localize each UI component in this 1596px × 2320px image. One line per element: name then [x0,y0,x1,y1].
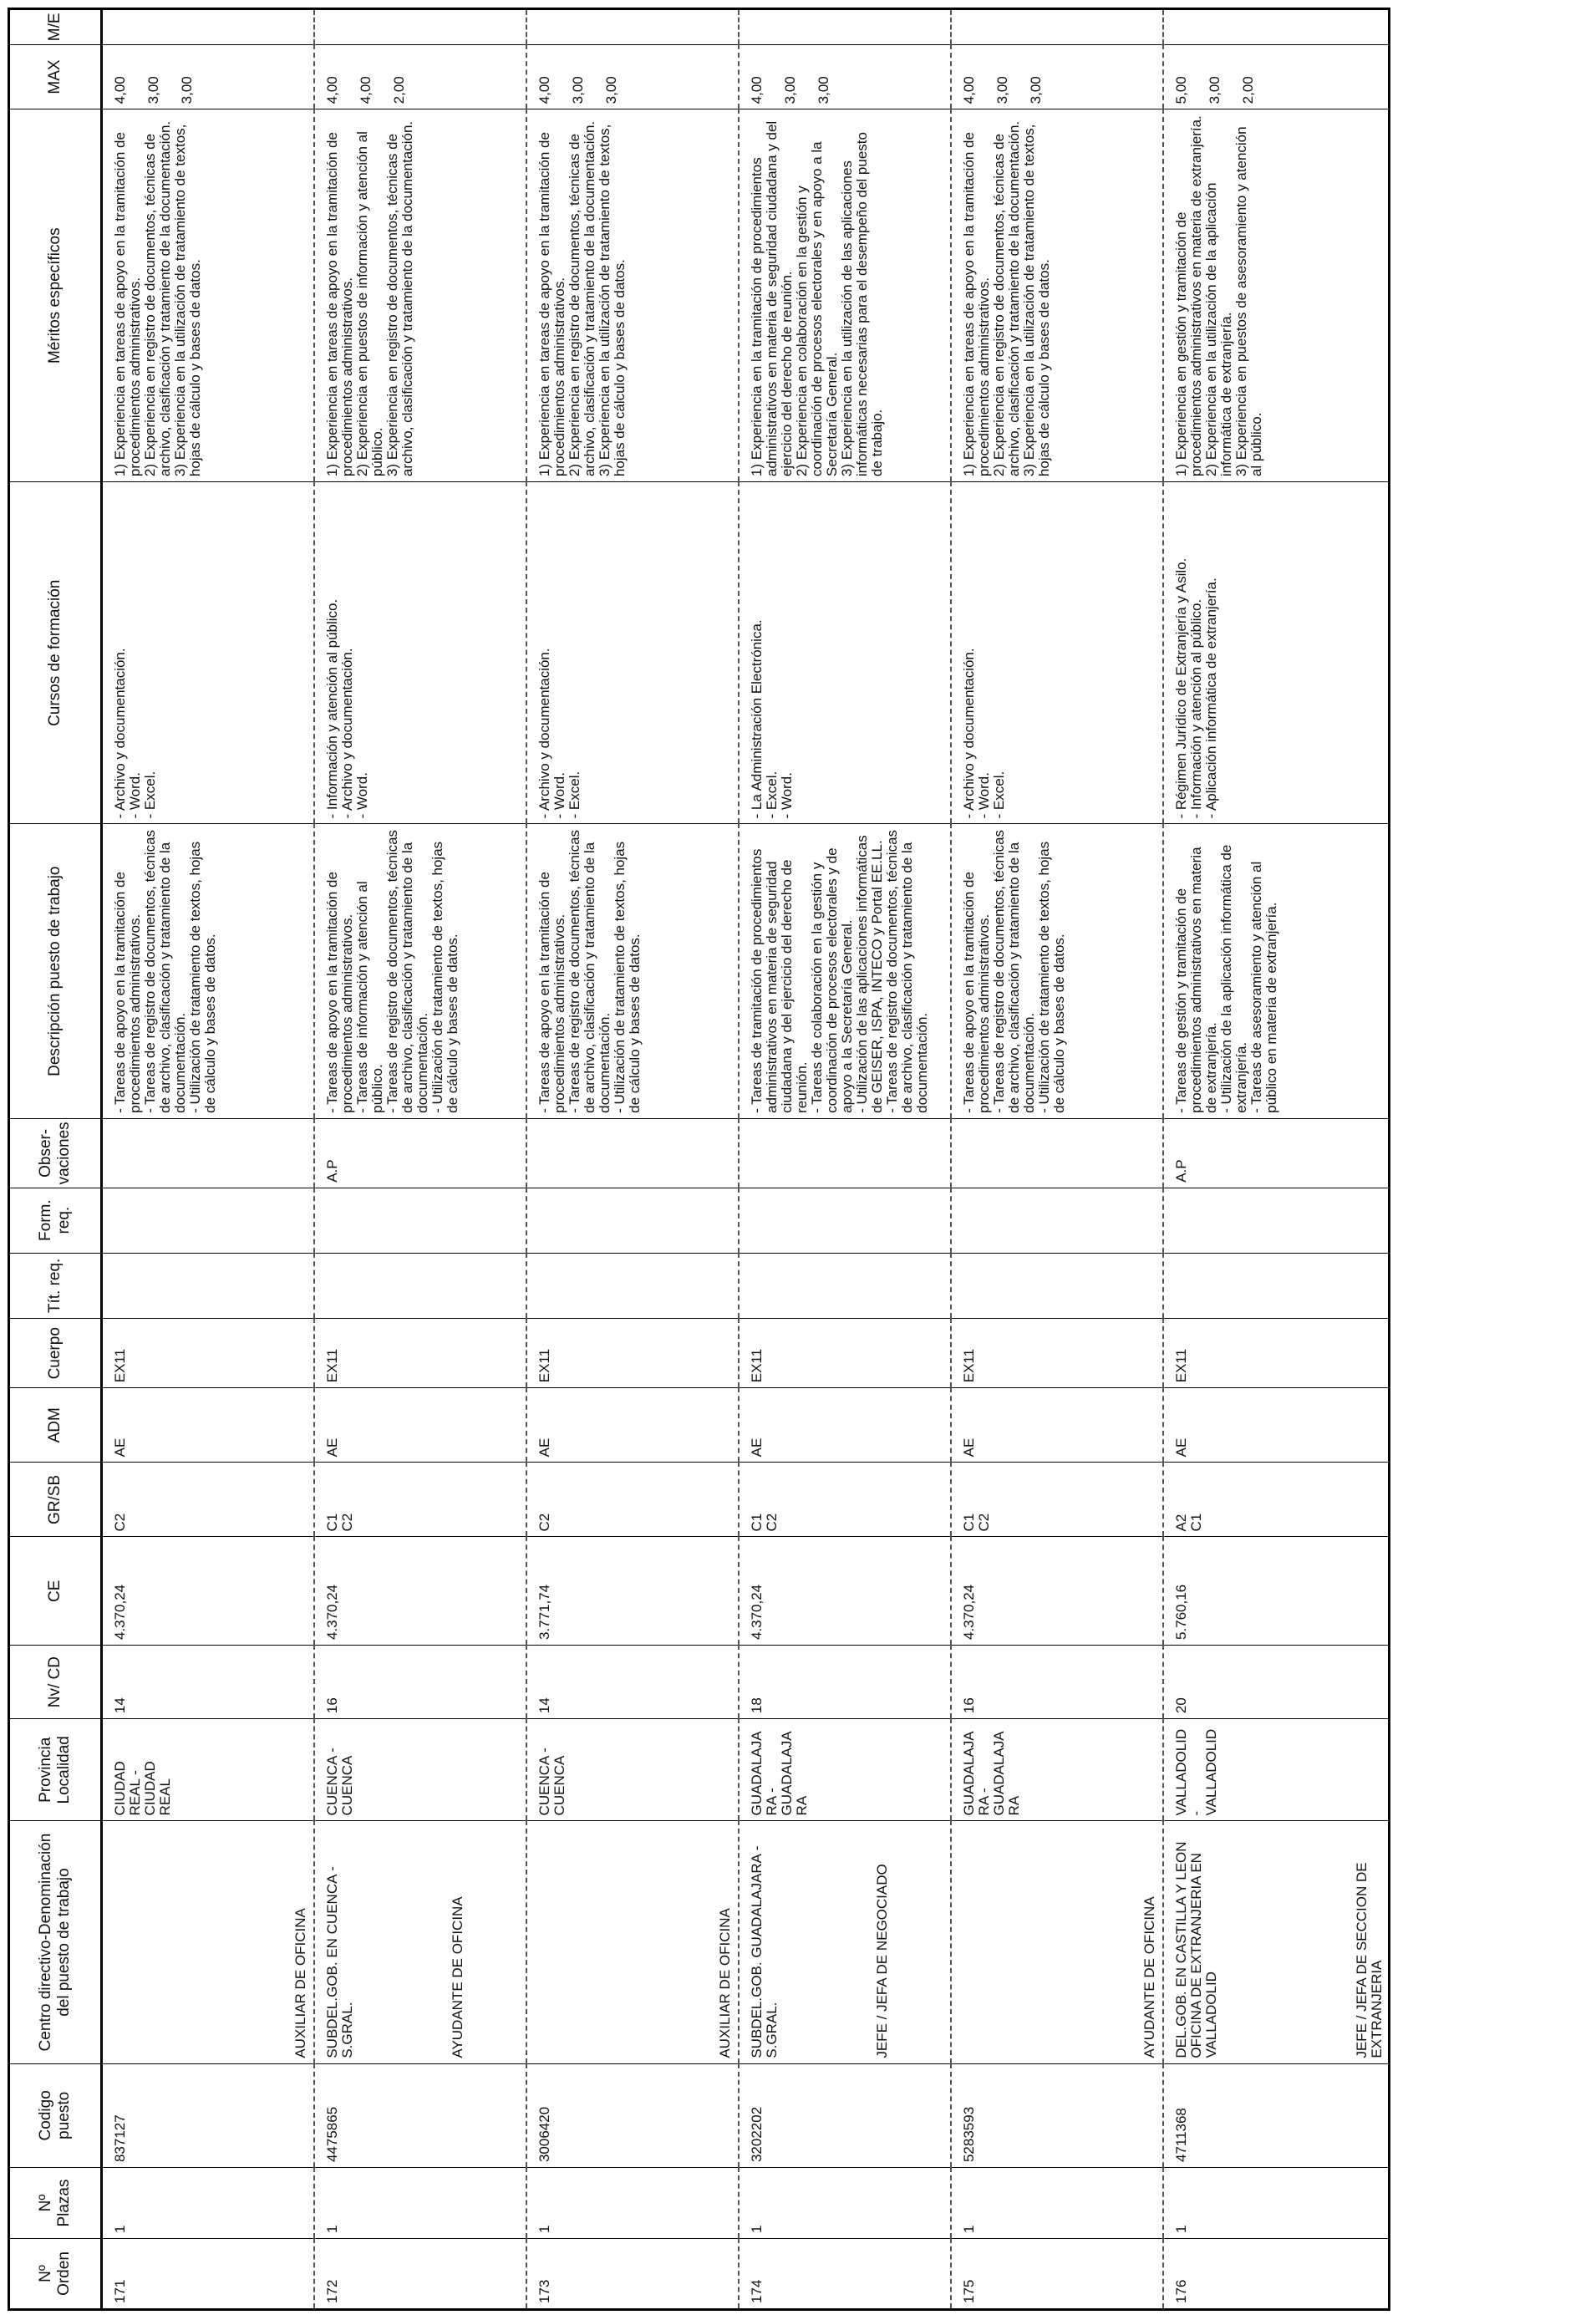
header-form: Form. req. [9,1188,102,1253]
cell-ce: 4.370,24 [314,1537,526,1646]
job-positions-table [8,8,1390,2311]
grsb-value: C2 [975,1513,992,1532]
cell-grsb [526,1463,739,1537]
cell-max [314,44,526,109]
cell-desc: - Tareas de gestión y tramitación de procedimientos administrativos en materia de extranjería. - Utilización de la aplicación informática de extranjería. - Tareas de asesoramiento y atención al público en materia de extranjería. [1163,824,1390,1118]
cell-grsb [739,1463,951,1537]
cell-adm: AE [1163,1388,1390,1463]
cell-orden: 175 [951,2239,1163,2310]
cell-plazas: 1 [1163,2168,1390,2239]
cell-puesto: AUXILIAR DE OFICINA [292,1908,308,2058]
cell-ce: 4.370,24 [102,1537,314,1646]
cell-plazas: 1 [102,2168,314,2239]
cell-tit [951,1253,1163,1319]
cell-departamento [113,1826,293,2058]
cell-departamento [962,1826,1142,2058]
grsb-value: C2 [112,1513,128,1532]
cell-me [951,9,1163,45]
cell-puesto: JEFE / JEFA DE NEGOCIADO [873,1864,890,2058]
cell-grsb [1163,1463,1390,1537]
cell-ce: 3.771,74 [526,1537,739,1646]
cell-centro [1163,1821,1390,2063]
cell-meritos: 1) Experiencia en tareas de apoyo en la tramitación de procedimientos administrativos. 2) Experiencia en registro de documentos, técnicas de archivo, clasificación y tratamiento de la documentación. 3) Experiencia en la utilización de tratamiento de textos, hojas de cálculo y bases de datos. [951,109,1163,482]
header-adm: ADM [9,1388,102,1463]
cell-departamento [537,1826,718,2058]
cell-plazas: 1 [951,2168,1163,2239]
header-max: MAX [9,44,102,109]
table-row [1163,9,1390,2310]
cell-departamento: SUBDEL.GOB. GUADALAJARA - S.GRAL. [748,1845,780,2058]
cell-cursos: - Archivo y documentación. - Word. - Excel. [951,482,1163,824]
cell-meritos: 1) Experiencia en la tramitación de procedimientos administrativos en materia de seguridad ciudadana y del ejercicio del derecho de reunión. 2) Experiencia en colaboración en la gestión y coordinación de procesos electorales y en apoyo a la Secretaría General. 3) Experiencia en la utilización de las aplicaciones informáticas necesarias para el desempeño del puesto de trabajo. [739,109,951,482]
cell-form [314,1188,526,1253]
cell-nivel: 18 [739,1646,951,1719]
cell-cursos: - Archivo y documentación. - Word. - Excel. [102,482,314,824]
cell-desc: - Tareas de apoyo en la tramitación de procedimientos administrativos. - Tareas de información y atención al público. - Tareas de registro de documentos, técnicas de archivo, clasificación y tratamiento de la documentación. - Utilización de tratamiento de textos, hojas de cálculo y bases de datos. [314,824,526,1118]
max-value: 3,00 [994,76,1010,104]
cell-codigo: 3006420 [526,2063,739,2167]
table-row [526,9,739,2310]
cell-departamento: SUBDEL.GOB. EN CUENCA - S.GRAL. [323,1866,355,2058]
cell-codigo: 4475865 [314,2063,526,2167]
cell-orden: 173 [526,2239,739,2310]
cell-me [1163,9,1390,45]
cell-cursos: - La Administración Electrónica. - Excel. - Word. [739,482,951,824]
header-me: M/E [9,9,102,45]
header-orden: Nº Orden [9,2239,102,2310]
cell-desc: - Tareas de apoyo en la tramitación de procedimientos administrativos. - Tareas de registro de documentos, técnicas de archivo, clasificación y tratamiento de la documentación. - Utilización de tratamiento de textos, hojas de cálculo y bases de datos. [102,824,314,1118]
cell-me [314,9,526,45]
cell-form [951,1188,1163,1253]
cell-orden: 176 [1163,2239,1390,2310]
cell-desc: - Tareas de apoyo en la tramitación de procedimientos administrativos. - Tareas de registro de documentos, técnicas de archivo, clasificación y tratamiento de la documentación. - Utilización de tratamiento de textos, hojas de cálculo y bases de datos. [526,824,739,1118]
max-value: 3,00 [602,76,619,104]
table-row [951,9,1163,2310]
cell-provincia: CUENCA - CUENCA [314,1719,526,1821]
cell-cursos: - Archivo y documentación. - Word. - Excel. [526,482,739,824]
cell-cuerpo: EX11 [1163,1319,1390,1388]
max-value: 3,00 [815,76,831,104]
max-value: 2,00 [390,76,407,104]
grsb-value: C1 [323,1513,340,1532]
cell-provincia: GUADALAJARA - GUADALAJARA [951,1719,1163,1821]
cell-cuerpo: EX11 [314,1319,526,1388]
cell-cursos: - Régimen Jurídico de Extranjería y Asilo. - Información y atención al público. - Aplicación informática de extranjería. [1163,482,1390,824]
cell-cuerpo: EX11 [102,1319,314,1388]
max-value: 3,00 [781,76,798,104]
header-cursos: Cursos de formación [9,482,102,824]
grsb-value: C1 [1187,1513,1204,1532]
max-value: 3,00 [1206,76,1222,104]
cell-tit [1163,1253,1390,1319]
cell-nivel: 14 [102,1646,314,1719]
max-value: 3,00 [145,76,161,104]
cell-plazas: 1 [739,2168,951,2239]
cell-codigo: 4711368 [1163,2063,1390,2167]
cell-tit [314,1253,526,1319]
header-plazas: Nº Plazas [9,2168,102,2239]
max-value: 4,00 [748,76,765,104]
cell-form [102,1188,314,1253]
table-row [314,9,526,2310]
cell-provincia: CIUDAD REAL - CIUDAD REAL [102,1719,314,1821]
header-desc: Descripción puesto de trabajo [9,824,102,1118]
cell-centro [739,1821,951,2063]
grsb-value: A2 [1172,1514,1189,1532]
header-centro: Centro directivo-Denominación del puesto de trabajo [9,1821,102,2063]
cell-obs: A.P [1163,1118,1390,1188]
cell-obs [102,1118,314,1188]
cell-centro [314,1821,526,2063]
cell-orden: 172 [314,2239,526,2310]
cell-nivel: 14 [526,1646,739,1719]
cell-form [739,1188,951,1253]
cell-form [526,1188,739,1253]
cell-codigo: 3202202 [739,2063,951,2167]
header-ce: CE [9,1537,102,1646]
cell-desc: - Tareas de apoyo en la tramitación de procedimientos administrativos. - Tareas de registro de documentos, técnicas de archivo, clasificación y tratamiento de la documentación. - Utilización de tratamiento de textos, hojas de cálculo y bases de datos. [951,824,1163,1118]
cell-max [1163,44,1390,109]
cell-puesto: AYUDANTE DE OFICINA [449,1896,465,2058]
cell-max [526,44,739,109]
max-value: 4,00 [536,76,552,104]
cell-tit [739,1253,951,1319]
cell-tit [102,1253,314,1319]
cell-provincia: VALLADOLID - VALLADOLID [1163,1719,1390,1821]
document-page [3,3,1593,2317]
cell-form [1163,1188,1390,1253]
cell-max [102,44,314,109]
max-value: 4,00 [357,76,374,104]
cell-cuerpo: EX11 [739,1319,951,1388]
cell-cuerpo: EX11 [526,1319,739,1388]
max-value: 4,00 [112,76,128,104]
cell-grsb [102,1463,314,1537]
cell-departamento: DEL.GOB. EN CASTILLA Y LEON OFICINA DE EXTRANJERIA EN VALLADOLID [1172,1841,1219,2058]
cell-centro [526,1821,739,2063]
cell-obs: A.P [314,1118,526,1188]
header-provincia: Provincia Localidad [9,1719,102,1821]
cell-desc: - Tareas de tramitación de procedimientos administrativos en materia de seguridad ciudadana y del ejercicio del derecho de reunión. - Tareas de colaboración en la gestión y coordinación de procesos electorales y de apoyo a la Secretaría General. - Utilización de las aplicaciones informáticas de GEISER, ISPA, INTECO y Portal EE.LL. - Tareas de registro de documentos, técnicas de archivo, clasificación y tratamiento de la documentación. [739,824,951,1118]
cell-puesto: JEFE / JEFA DE SECCION DE EXTRANJERIA [1353,1862,1385,2058]
cell-orden: 171 [102,2239,314,2310]
max-value: 3,00 [179,76,195,104]
table-row [102,9,314,2310]
cell-nivel: 16 [314,1646,526,1719]
max-value: 4,00 [323,76,340,104]
cell-puesto: AYUDANTE DE OFICINA [1141,1896,1157,2058]
cell-adm: AE [526,1388,739,1463]
cell-cuerpo: EX11 [951,1319,1163,1388]
max-value: 4,00 [960,76,977,104]
rotated-table-canvas [3,3,1593,2317]
table-row [739,9,951,2310]
cell-provincia: GUADALAJARA - GUADALAJARA [739,1719,951,1821]
cell-codigo: 837127 [102,2063,314,2167]
cell-meritos: 1) Experiencia en gestión y tramitación de procedimientos administrativos en materia de extranjería. 2) Experiencia en la utilización de la aplicación informática de extranjería. 3) Experiencia en puestos de asesoramiento y atención al público. [1163,109,1390,482]
cell-adm: AE [314,1388,526,1463]
cell-me [739,9,951,45]
header-nivel: Nv/ CD [9,1646,102,1719]
cell-nivel: 20 [1163,1646,1390,1719]
cell-tit [526,1253,739,1319]
cell-nivel: 16 [951,1646,1163,1719]
header-codigo: Codigo puesto [9,2063,102,2167]
cell-meritos: 1) Experiencia en tareas de apoyo en la tramitación de procedimientos administrativos. 2) Experiencia en registro de documentos, técnicas de archivo, clasificación y tratamiento de la documentación. 3) Experiencia en la utilización de tratamiento de textos, hojas de cálculo y bases de datos. [102,109,314,482]
cell-cursos: - Información y atención al público. - Archivo y documentación. - Word. [314,482,526,824]
grsb-value: C1 [748,1513,765,1532]
grsb-value: C2 [763,1513,780,1532]
grsb-value: C1 [960,1513,977,1532]
cell-centro [951,1821,1163,2063]
cell-meritos: 1) Experiencia en tareas de apoyo en la tramitación de procedimientos administrativos. 2) Experiencia en registro de documentos, técnicas de archivo, clasificación y tratamiento de la documentación. 3) Experiencia en la utilización de tratamiento de textos, hojas de cálculo y bases de datos. [526,109,739,482]
cell-adm: AE [739,1388,951,1463]
cell-plazas: 1 [526,2168,739,2239]
max-value: 2,00 [1239,76,1256,104]
cell-adm: AE [951,1388,1163,1463]
cell-me [102,9,314,45]
cell-meritos: 1) Experiencia en tareas de apoyo en la tramitación de procedimientos administrativos. 2) Experiencia en puestos de información y atención al público. 3) Experiencia en registro de documentos, técnicas de archivo, clasificación y tratamiento de la documentación. [314,109,526,482]
cell-ce: 4.370,24 [951,1537,1163,1646]
cell-puesto: AUXILIAR DE OFICINA [716,1908,733,2058]
cell-obs [951,1118,1163,1188]
cell-ce: 5.760,16 [1163,1537,1390,1646]
grsb-value: C2 [338,1513,355,1532]
cell-grsb [951,1463,1163,1537]
header-grsb: GR/SB [9,1463,102,1537]
grsb-value: C2 [536,1513,552,1532]
header-meritos: Méritos específicos [9,109,102,482]
max-value: 3,00 [1027,76,1044,104]
header-row [9,9,102,2310]
cell-codigo: 5283593 [951,2063,1163,2167]
cell-provincia: CUENCA - CUENCA [526,1719,739,1821]
cell-me [526,9,739,45]
cell-plazas: 1 [314,2168,526,2239]
max-value: 3,00 [569,76,586,104]
cell-ce: 4.370,24 [739,1537,951,1646]
cell-centro [102,1821,314,2063]
cell-max [951,44,1163,109]
cell-obs [739,1118,951,1188]
header-cuerpo: Cuerpo [9,1319,102,1388]
cell-adm: AE [102,1388,314,1463]
cell-obs [526,1118,739,1188]
max-value: 5,00 [1172,76,1189,104]
cell-orden: 174 [739,2239,951,2310]
header-obs: Obser-vaciones [9,1118,102,1188]
header-tit: Tít. req. [9,1253,102,1319]
cell-grsb [314,1463,526,1537]
cell-max [739,44,951,109]
